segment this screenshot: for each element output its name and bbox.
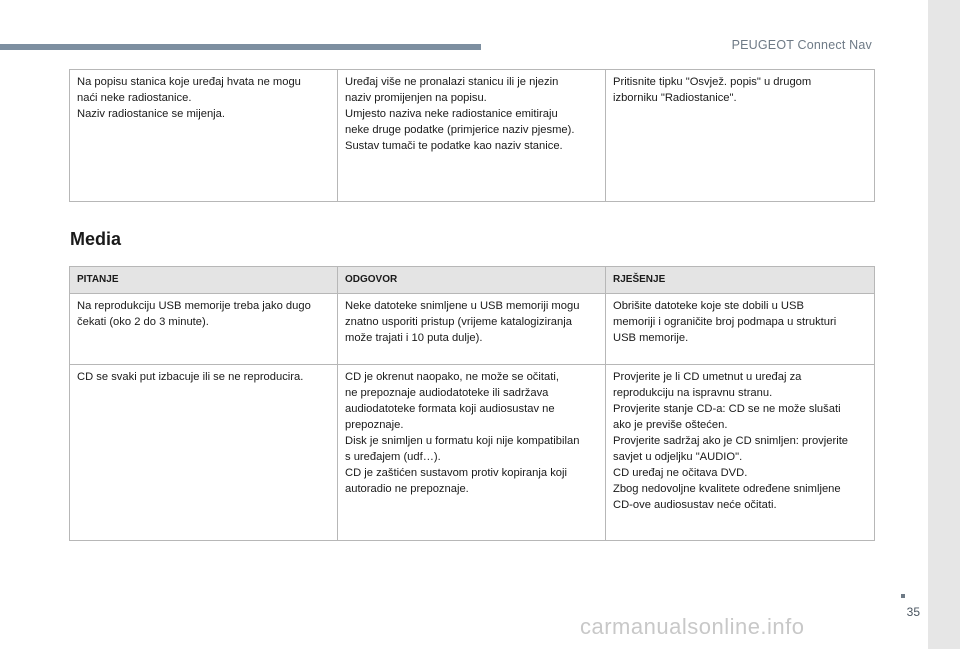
column-header-question: PITANJE: [70, 267, 338, 294]
solution-cell: [606, 294, 875, 365]
cell-text-line: ne prepoznaje audiodatoteke ili sadržava: [345, 387, 549, 399]
cell-text-line: Obrišite datoteke koje ste dobili u USB: [613, 300, 804, 312]
table-row: [70, 294, 875, 365]
cell-text-line: izborniku "Radiostanice".: [613, 92, 737, 104]
answer-cell: [338, 70, 606, 202]
cell-text-line: Pritisnite tipku "Osvjež. popis" u drugom: [613, 76, 812, 88]
solution-cell: [606, 365, 875, 541]
cell-text-line: Na reprodukciju USB memorije treba jako dugo: [77, 300, 311, 312]
cell-text-line: autoradio ne prepoznaje.: [345, 483, 469, 495]
solution-cell: [606, 70, 875, 202]
answer-cell: [338, 294, 606, 365]
watermark: carmanualsonline.info: [580, 614, 805, 639]
answer-cell: [338, 365, 606, 541]
table-header-row: [70, 267, 875, 294]
cell-text-line: Disk je snimljen u formatu koji nije kompatibilan: [345, 435, 580, 447]
page-marker: [901, 594, 905, 598]
cell-text-line: naći neke radiostanice.: [77, 92, 192, 104]
table-row: [70, 70, 875, 202]
cell-text-line: znatno usporiti pristup (vrijeme katalogiziranja: [345, 316, 572, 328]
header-rule: [0, 44, 481, 50]
column-header-answer: ODGOVOR: [338, 267, 606, 294]
cell-text-line: može trajati i 10 puta dulje).: [345, 332, 483, 344]
brand-title: PEUGEOT Connect Nav: [731, 38, 872, 52]
cell-text-line: Neke datoteke snimljene u USB memoriji mogu: [345, 300, 580, 312]
page-edge-strip: [928, 0, 960, 649]
cell-text-line: Provjerite je li CD umetnut u uređaj za: [613, 371, 802, 383]
page-number: 35: [906, 605, 920, 619]
cell-text-line: neke druge podatke (primjerice naziv pjesme).: [345, 124, 575, 136]
cell-text-line: Naziv radiostanice se mijenja.: [77, 108, 225, 120]
cell-text-line: Umjesto naziva neke radiostanice emitiraju: [345, 108, 558, 120]
cell-text-line: Provjerite sadržaj ako je CD snimljen: provjerite: [613, 435, 849, 447]
cell-text-line: audiodatoteke formata koji audiosustav ne: [345, 403, 555, 415]
question-cell: [70, 70, 338, 202]
cell-text-line: CD uređaj ne očitava DVD.: [613, 467, 748, 479]
cell-text-line: čekati (oko 2 do 3 minute).: [77, 316, 209, 328]
table-row: [70, 365, 875, 541]
column-header-solution: RJEŠENJE: [606, 267, 875, 294]
cell-text-line: Provjerite stanje CD-a: CD se ne može slušati: [613, 403, 841, 415]
question-cell: [70, 365, 338, 541]
cell-text-line: CD je okrenut naopako, ne može se očitati,: [345, 371, 559, 383]
cell-text-line: CD je zaštićen sustavom protiv kopiranja koji: [345, 467, 567, 479]
cell-text-line: CD se svaki put izbacuje ili se ne reproducira.: [77, 371, 304, 383]
cell-text-line: USB memorije.: [613, 332, 689, 344]
cell-text-line: memoriji i ograničite broj podmapa u strukturi: [613, 316, 837, 328]
question-cell: [70, 294, 338, 365]
cell-text-line: Uređaj više ne pronalazi stanicu ili je njezin: [345, 76, 559, 88]
cell-text-line: naziv promijenjen na popisu.: [345, 92, 487, 104]
cell-text-line: Na popisu stanica koje uređaj hvata ne mogu: [77, 76, 301, 88]
section-title: Media: [70, 229, 122, 249]
cell-text-line: prepoznaje.: [345, 419, 404, 431]
cell-text-line: ako je previše oštećen.: [613, 419, 728, 431]
radio-troubleshooting-table: [69, 69, 875, 202]
cell-text-line: reprodukciju na ispravnu stranu.: [613, 387, 773, 399]
media-troubleshooting-table: [69, 266, 875, 541]
cell-text-line: Zbog nedovoljne kvalitete određene snimljene: [613, 483, 841, 495]
cell-text-line: s uređajem (udf…).: [345, 451, 441, 463]
cell-text-line: CD-ove audiosustav neće očitati.: [613, 499, 777, 511]
cell-text-line: savjet u odjeljku "AUDIO".: [613, 451, 743, 463]
cell-text-line: Sustav tumači te podatke kao naziv stanice.: [345, 140, 563, 152]
